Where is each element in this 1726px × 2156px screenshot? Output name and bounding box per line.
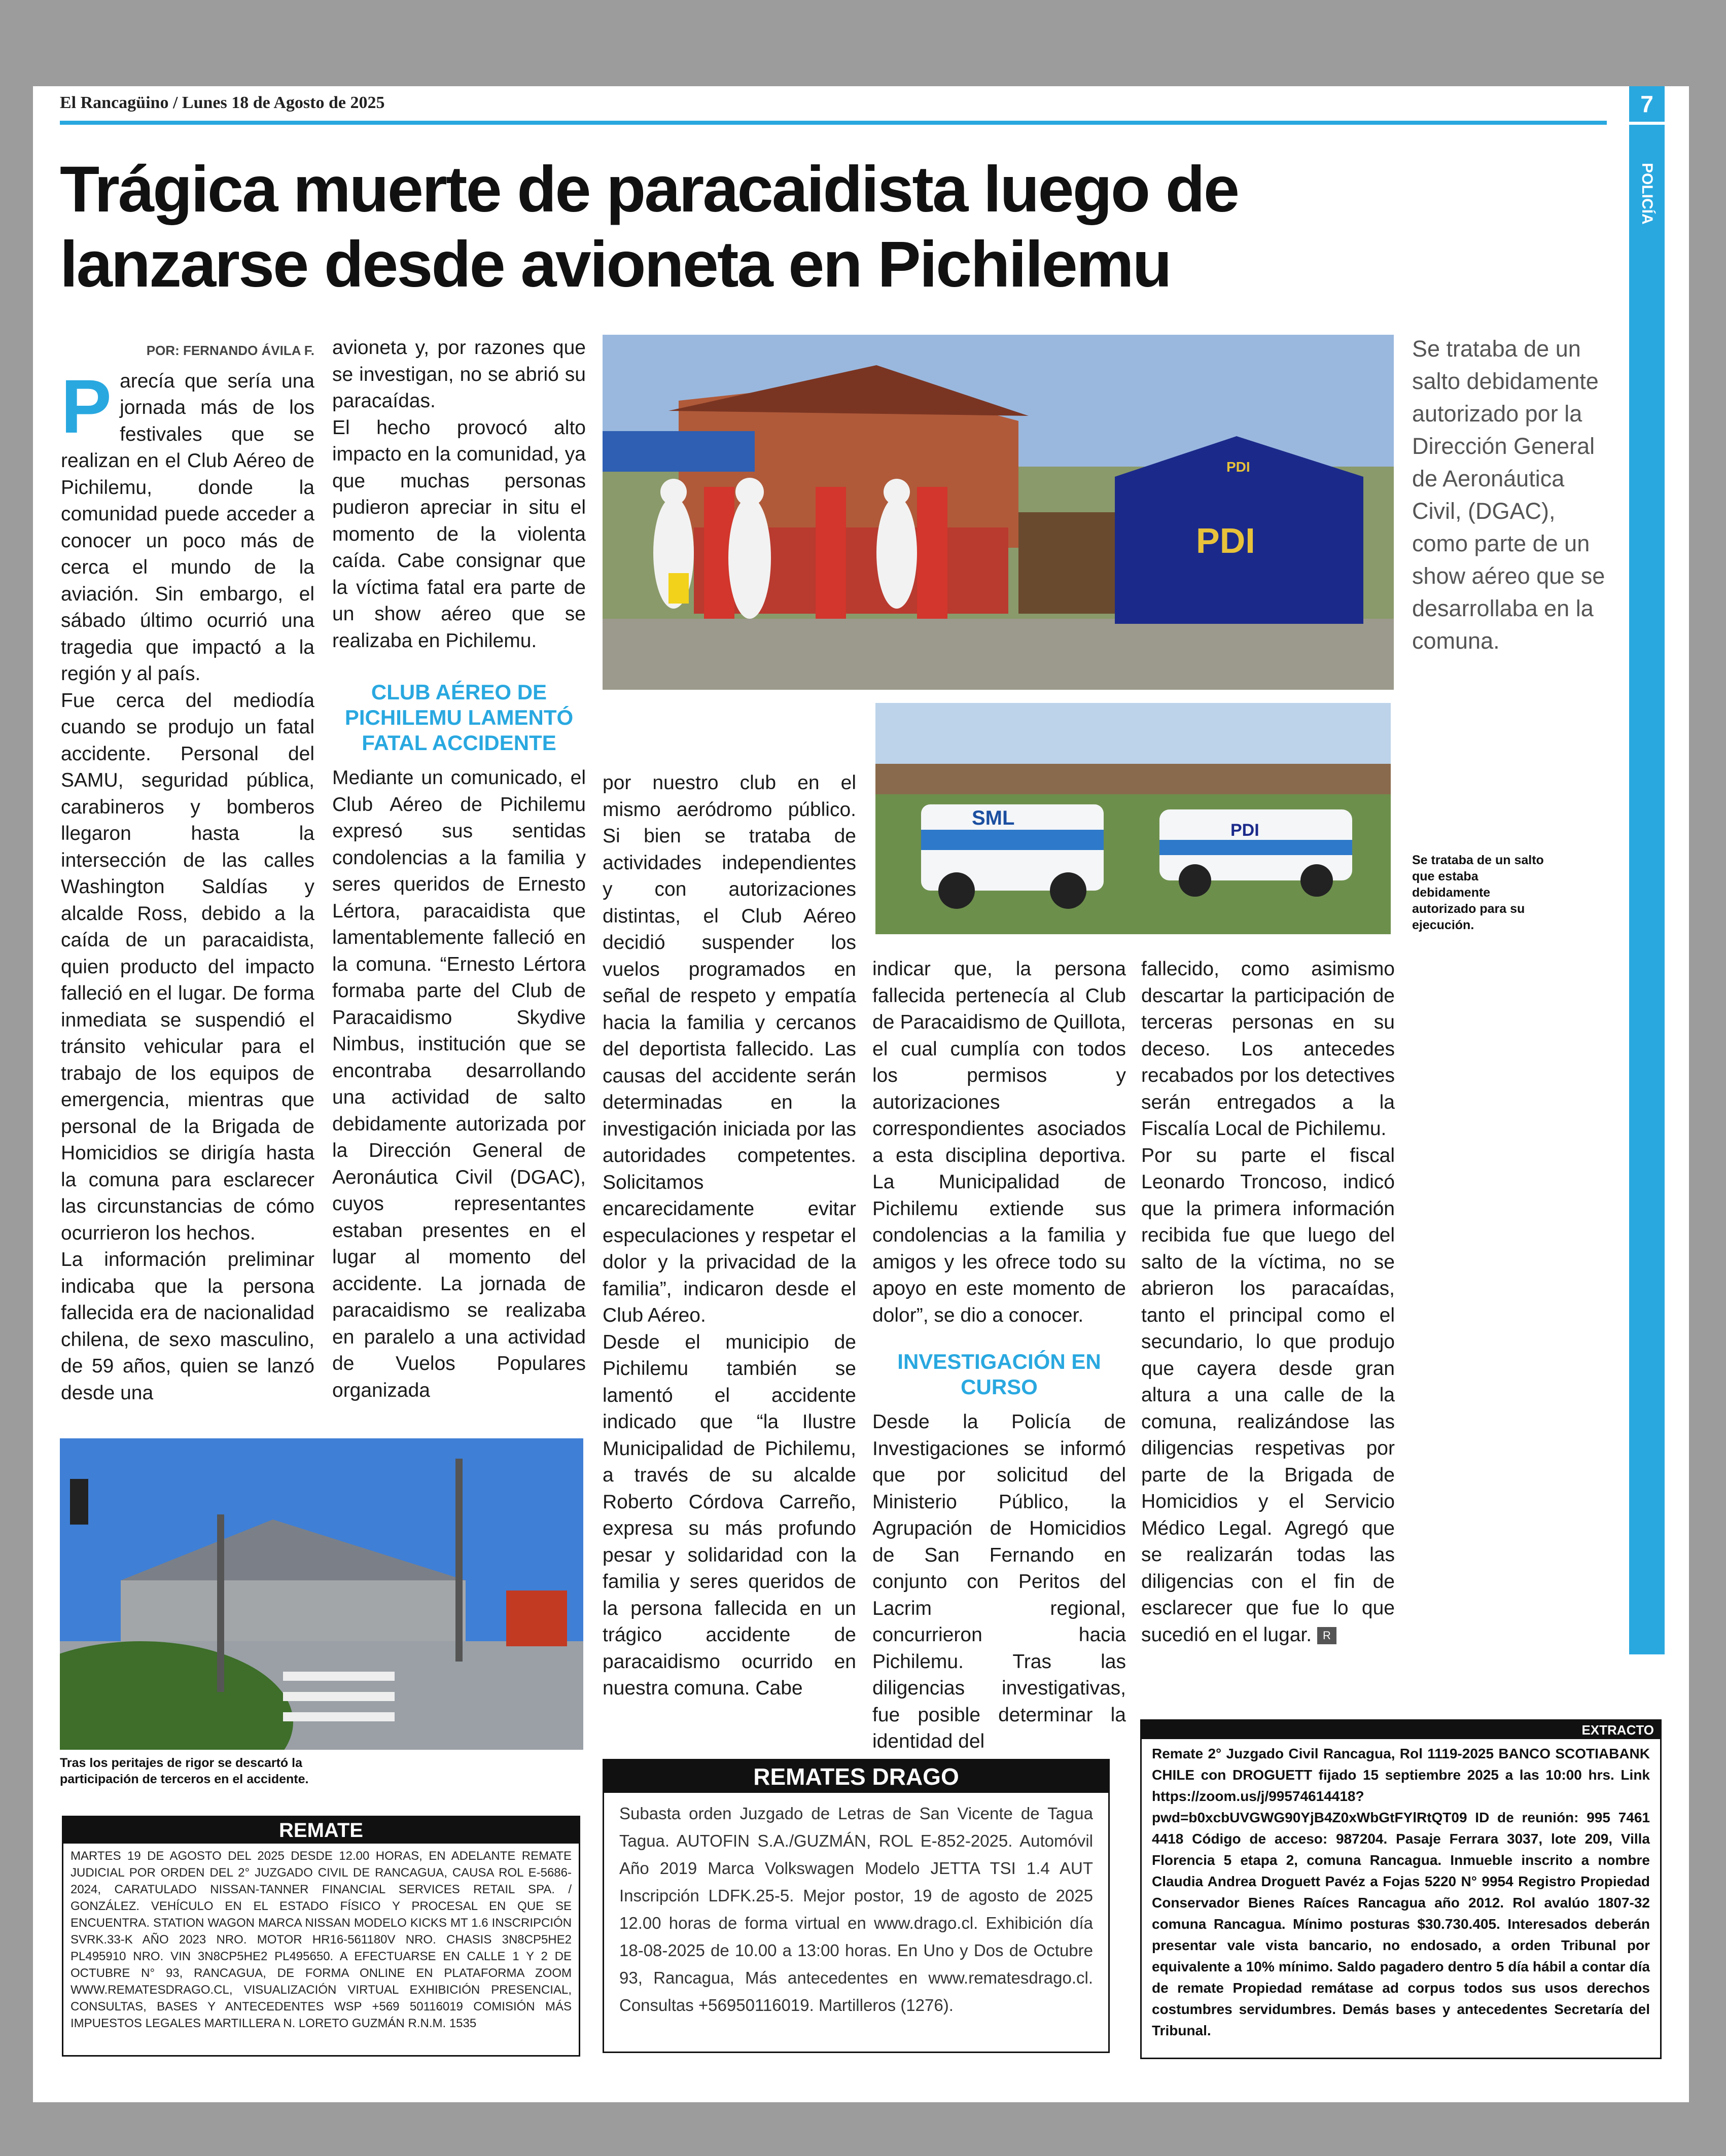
paragraph: Desde el municipio de Pichilemu también se lamentó el accidente indicado que “la Ilustre Municipalidad de Pichilemu, a través de su alcalde Roberto Córdova Carreño, expresa su más profundo pesar y solidaridad con la familia y seres queridos de la persona fallecida en un trágico accidente de paracaidismo ocurrido en nuestra comuna. Cabe xyxy=(603,1331,856,1699)
paragraph: arecía que sería una jornada más de los festivales que se realizan en el Club Aéreo de Pichilemu, donde la comunidad puede acceder a conocer un poco más de cerca el mundo de la aviación. Sin embargo, el sábado último ocurrió una tragedia que impactó a la región y al país. xyxy=(61,370,314,685)
paragraph: Mediante un comunicado, el Club Aéreo de Pichilemu expresó sus sentidas condolencias a la familia y seres queridos de Ernesto Lértora, paracaidista que lamentablemente falleció en la comuna. “Ernesto Lértora formaba parte del Club de Paracaidismo Skydive Nimbus, institución que se encontraba desarrollando una actividad de salto debidamente autorizada por la Dirección General de Aeronáutica Civil (DGAC), cuyos representantes estaban presentes en el lugar al momento del accidente. La jornada de paracaidismo se realizaba en paralelo a una actividad de Vuelos Populares organizada xyxy=(332,767,586,1401)
tent-label: PDI xyxy=(1196,521,1255,560)
end-of-article-mark: R xyxy=(1317,1627,1336,1644)
photo-caption-bottom: Tras los peritajes de rigor se descartó la participación de terceros en el accidente. xyxy=(60,1756,309,1786)
subheading: CLUB AÉREO DE PICHILEMU LAMENTÓ FATAL ACCIDENTE xyxy=(344,680,574,755)
photo-forensic-team-illustration xyxy=(603,335,1394,690)
paragraph: indicar que, la persona fallecida pertenecía al Club de Paracaidismo de Quillota, el cual cumplía con todos los permisos y autorizaciones correspondientes asociados a esta disciplina deportiva. La Municipalidad de Pichilemu extiende sus condolencias a la familia y amigos y les ofrece todo su apoyo en este momento de dolor”, se dio a conocer. xyxy=(872,958,1126,1326)
ad-extracto-title: EXTRACTO xyxy=(1142,1721,1660,1739)
photo-caption-right: Se trataba de un salto que estaba debidamente autorizado para su ejecución. xyxy=(1412,853,1544,932)
masthead: El Rancagüino / Lunes 18 de Agosto de 2025 xyxy=(60,93,385,112)
photo-vehicles-illustration xyxy=(875,703,1391,934)
paragraph: por nuestro club en el mismo aeródromo público. Si bien se trataba de actividades independientes y con autorizaciones distintas, el Club Aéreo decidió suspender los vuelos programados en señal de respeto y empatía hacia la familia y cercanos del deportista fallecido. Las causas del accidente serán determinadas en la investigación iniciada por las autoridades competentes. Solicitamos encarecidamente evitar especulaciones y respetar el dolor y la privacidad de la familia”, indicaron desde el Club Aéreo. xyxy=(603,772,856,1326)
ad-remates-drago-title: REMATES DRAGO xyxy=(604,1760,1108,1793)
section-sidebar xyxy=(1629,125,1665,1654)
drop-cap: P xyxy=(61,363,112,449)
page-number: 7 xyxy=(1629,86,1665,122)
van-label: SML xyxy=(972,807,1015,829)
article-column-1 xyxy=(61,337,314,1406)
ad-remates-drago xyxy=(603,1759,1110,2053)
paragraph: El hecho provocó alto impacto en la comunidad, ya que muchas personas pudieron apreciar in situ el momento de la violenta caída. Cabe consignar que la víctima fatal era parte de un show aéreo que se realizaba en Pichilemu. xyxy=(332,416,586,652)
pull-quote: Se trataba de un salto debidamente autorizado por la Dirección General de Aeronáutica Civil, (DGAC), como parte de un show aéreo que se desarrollaba en la comuna. xyxy=(1412,336,1605,654)
photo-street-scene-illustration xyxy=(60,1438,583,1750)
top-rule xyxy=(60,121,1607,125)
article-column-4 xyxy=(872,956,1126,1755)
ad-remates-drago-body: Subasta orden Juzgado de Letras de San Vicente de Tagua Tagua. AUTOFIN S.A./GUZMÁN, ROL E-852-2025. Automóvil Año 2019 Marca Volkswagen Modelo JETTA TSI 1.4 AUT Inscripción LDFK.25-5. Mejor postor, 19 de agosto de 2025 12.00 horas de forma virtual en www.drago.cl. Exhibición día 18-08-2025 de 10.00 a 13:00 horas. En Uno y Dos de Octubre 93, Rancagua, Más antecedentes en www.rematesdrago.cl. Consultas +56950116019. Martilleros (1276). xyxy=(619,1804,1093,2014)
article-column-5 xyxy=(1141,956,1395,1648)
ad-remate-title: REMATE xyxy=(63,1817,579,1844)
tent-roof-label: PDI xyxy=(1226,459,1250,475)
subheading: INVESTIGACIÓN EN CURSO xyxy=(897,1350,1101,1399)
paragraph-text: Por su parte el fiscal Leonardo Troncoso, indicó que la primera información recibida fue que luego del salto de la víctima, no se abrieron los paracaídas, tanto el principal como el secundario, lo que produjo que cayera desde gran altura a una calle de la comuna, realizándose las diligencias respetivas por parte de la Brigada de Homicidios y el Servicio Médico Legal. Agregó que se realizarán todas las diligencias con el fin de esclarecer que fue lo que sucedió en el lugar. xyxy=(1141,1144,1395,1646)
paragraph: fallecido, como asimismo descartar la participación de terceras personas en su deceso. Los antecedes recabados por los detectives serán entregados a la Fiscalía Local de Pichilemu. xyxy=(1141,958,1395,1140)
paragraph: avioneta y, por razones que se investigan, no se abrió su paracaídas. xyxy=(332,337,586,412)
ad-extracto xyxy=(1140,1719,1662,2059)
photo-street-scene xyxy=(60,1438,583,1750)
photo-vehicles xyxy=(872,700,1394,937)
article-column-3 xyxy=(603,770,856,1702)
paragraph: La información preliminar indicaba que la persona fallecida era de nacionalidad chilena, de sexo masculino, de 59 años, quien se lanzó desde una xyxy=(61,1249,314,1404)
paragraph: Fue cerca del mediodía cuando se produjo un fatal accidente. Personal del SAMU, seguridad pública, carabineros y bomberos llegaron hasta la intersección de las calles Washington Saldías y alcalde Ross, debido a la caída de un paracaidista, quien producto del impacto falleció en el lugar. De forma inmediata se suspendió el tránsito vehicular para el trabajo de los equipos de emergencia, mientras que personal de la Brigada de Homicidios se dirigía hasta la comuna para esclarecer las circunstancias de cómo ocurrieron los hechos. xyxy=(61,689,314,1244)
photo-forensic-team xyxy=(603,335,1394,690)
headline: Trágica muerte de paracaidista luego de lanzarse desde avioneta en Pichilemu xyxy=(60,153,1238,301)
article-column-2 xyxy=(332,335,586,1404)
ad-extracto-body: Remate 2° Juzgado Civil Rancagua, Rol 1119-2025 BANCO SCOTIABANK CHILE con DROGUETT fijado 15 septiembre 2025 a las 10:00 hrs. Link https://zoom.us/j/99574614418? pwd=b0xcbUVGWG90YjB4Z0xWbGtFYlRtQT09 ID de reunión: 995 7461 4418 Código de acceso: 987204. Pasaje Ferrara 3037, lote 209, Villa Florencia 5 etapa 2, comuna Rancagua. Inmueble inscrito a nombre Claudia Andrea Droguett Pavéz a Fojas 5220 N° 9954 Registro Propiedad Conservador Bienes Raíces Rancagua año 2012. Rol avalúo 1807-32 comuna Rancagua. Mínimo posturas $30.730.405. Interesados deberán presentar vale vista bancario, no endosado, a orden Tribunal por equivalente a 10% mínimo. Saldo pagadero dentro 5 día hábil a contar día de remate Propiedad remátase ad corpus todos sus usos derechos costumbres servidumbres. Demás bases y antecedentes Secretaría del Tribunal. xyxy=(1152,1746,1650,2038)
section-label: POLICÍA xyxy=(1639,163,1655,225)
paragraph: Desde la Policía de Investigaciones se informó que por solicitud del Ministerio Público, la Agrupación de Homicidios de San Fernando en conjunto con Peritos del Lacrim regional, concurrieron hacia Pichilemu. Tras las diligencias investigativas, fue posible determinar la identidad del xyxy=(872,1411,1126,1752)
ad-remate xyxy=(62,1816,580,2057)
suv-label: PDI xyxy=(1230,821,1259,840)
byline: POR: FERNANDO ÁVILA F. xyxy=(146,343,314,358)
paragraph xyxy=(1141,1143,1395,1649)
ad-remate-body: MARTES 19 DE AGOSTO DEL 2025 DESDE 12.00 HORAS, EN ADELANTE REMATE JUDICIAL POR ORDEN DEL 2° JUZGADO CIVIL DE RANCAGUA, CAUSA ROL E-5686-2024, CARATULADO NISSAN-TANNER FINANCIAL SERVICES RETAIL SPA. / GONZÁLEZ. VEHÍCULO EN EL ESTADO FÍSICO Y PROCESAL EN QUE SE ENCUENTRA. STATION WAGON MARCA NISSAN MODELO KICKS MT 1.6 INSCRIPCIÓN SVRK.33-K AÑO 2023 NRO. MOTOR HR16-561180V NRO. CHASIS 3N8CP5HE2 PL495910 NRO. VIN 3N8CP5HE2 PL495650. A EFECTUARSE EN CALLE 1 Y 2 DE OCTUBRE N° 93, RANCAGUA, DE FORMA ONLINE EN PLATAFORMA ZOOM WWW.REMATESDRAGO.CL, VISUALIZACIÓN VIRTUAL EXHIBICIÓN PRESENCIAL, CONSULTAS, BASES Y ANTECEDENTES WSP +569 50116019 COMISIÓN MÁS IMPUESTOS LEGALES MARTILLERA N. LORETO GUZMÁN R.N.M. 1535 xyxy=(71,1849,572,2030)
